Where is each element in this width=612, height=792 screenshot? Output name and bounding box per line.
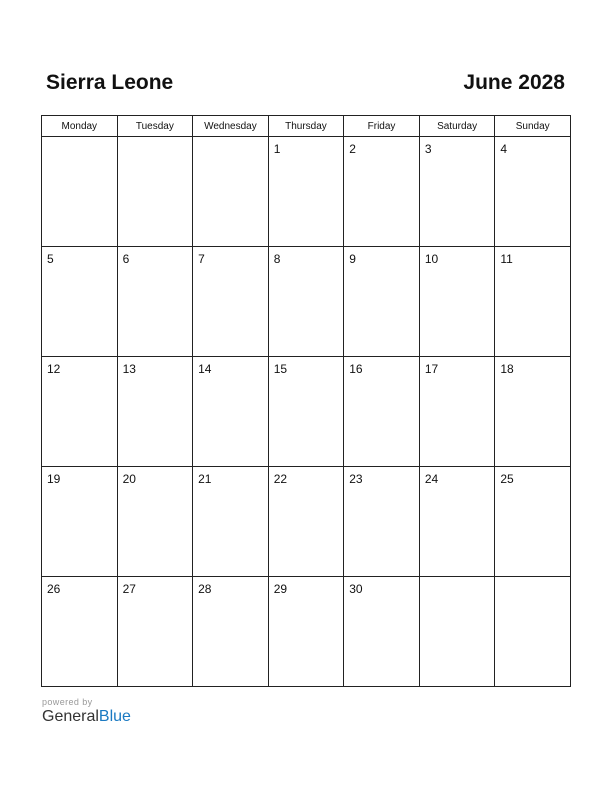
day-cell: [42, 137, 118, 247]
day-cell: [193, 577, 269, 687]
day-cell: [42, 247, 118, 357]
day-number: 27: [122, 582, 136, 596]
weekday-header: Saturday: [419, 116, 495, 137]
week-row: [42, 357, 571, 467]
day-cell: [495, 247, 571, 357]
day-cell: [268, 357, 344, 467]
day-number: 18: [500, 362, 514, 376]
day-cell: [419, 137, 495, 247]
day-cell: [42, 357, 118, 467]
day-cell: [117, 247, 193, 357]
day-number: 8: [273, 252, 281, 266]
day-cell: [419, 577, 495, 687]
week-row: [42, 247, 571, 357]
day-cell: [193, 247, 269, 357]
day-number: 3: [424, 142, 432, 156]
weekday-header-row: [42, 116, 571, 137]
day-cell: [193, 137, 269, 247]
day-cell: [268, 577, 344, 687]
brand-general: General: [42, 708, 99, 725]
day-number: [495, 577, 570, 582]
day-cell: [117, 577, 193, 687]
day-cell: [344, 467, 420, 577]
day-number: 4: [500, 142, 508, 156]
day-cell: [268, 467, 344, 577]
day-number: 19: [47, 472, 61, 486]
day-cell: [344, 247, 420, 357]
day-cell: [419, 357, 495, 467]
week-row: [42, 137, 571, 247]
day-number: [420, 577, 495, 582]
day-number: 7: [198, 252, 205, 266]
footer-branding: [42, 697, 131, 726]
day-cell: [268, 137, 344, 247]
day-number: [118, 137, 193, 142]
day-number: 10: [424, 252, 439, 266]
weekday-header: Sunday: [495, 116, 571, 137]
calendar-country-title: Sierra Leone: [46, 71, 174, 94]
day-number: 22: [273, 472, 288, 486]
day-cell: [344, 137, 420, 247]
day-cell: [419, 467, 495, 577]
day-cell: [117, 137, 193, 247]
day-number: 14: [198, 362, 212, 376]
weekday-header: Thursday: [268, 116, 344, 137]
day-cell: [42, 467, 118, 577]
day-number: 28: [198, 582, 212, 596]
day-number: 21: [198, 472, 212, 486]
day-cell: [419, 247, 495, 357]
weekday-header: Monday: [42, 116, 118, 137]
day-number: 11: [500, 252, 513, 266]
day-cell: [117, 467, 193, 577]
day-cell: [344, 577, 420, 687]
day-number: 20: [122, 472, 136, 486]
day-cell: [268, 247, 344, 357]
day-number: 12: [47, 362, 61, 376]
calendar-month-title: June 2028: [463, 71, 565, 94]
day-number: 25: [500, 472, 514, 486]
day-cell: [344, 357, 420, 467]
day-number: 24: [424, 472, 439, 486]
day-number: 5: [47, 252, 54, 266]
day-number: 15: [273, 362, 288, 376]
week-row: [42, 467, 571, 577]
day-number: 2: [349, 142, 356, 156]
day-cell: [495, 577, 571, 687]
calendar-grid: [41, 115, 571, 687]
powered-by-text: powered by: [42, 697, 93, 707]
day-cell: [193, 467, 269, 577]
weekday-header: Tuesday: [117, 116, 193, 137]
day-number: 1: [273, 142, 281, 156]
generalblue-logo: [42, 708, 131, 726]
day-cell: [495, 357, 571, 467]
day-number: 17: [424, 362, 439, 376]
day-number: 16: [349, 362, 363, 376]
day-cell: [193, 357, 269, 467]
weekday-header: Friday: [344, 116, 420, 137]
day-cell: [495, 137, 571, 247]
weekday-header: Wednesday: [193, 116, 269, 137]
day-number: 29: [273, 582, 288, 596]
week-row: [42, 577, 571, 687]
day-number: 6: [122, 252, 130, 266]
day-number: 30: [349, 582, 363, 596]
day-number: 13: [122, 362, 136, 376]
day-number: [193, 137, 268, 142]
day-number: 26: [47, 582, 61, 596]
day-number: 9: [349, 252, 356, 266]
day-cell: [495, 467, 571, 577]
day-cell: [117, 357, 193, 467]
day-number: 23: [349, 472, 363, 486]
day-number: [42, 137, 117, 142]
brand-blue: Blue: [98, 708, 131, 725]
day-cell: [42, 577, 118, 687]
